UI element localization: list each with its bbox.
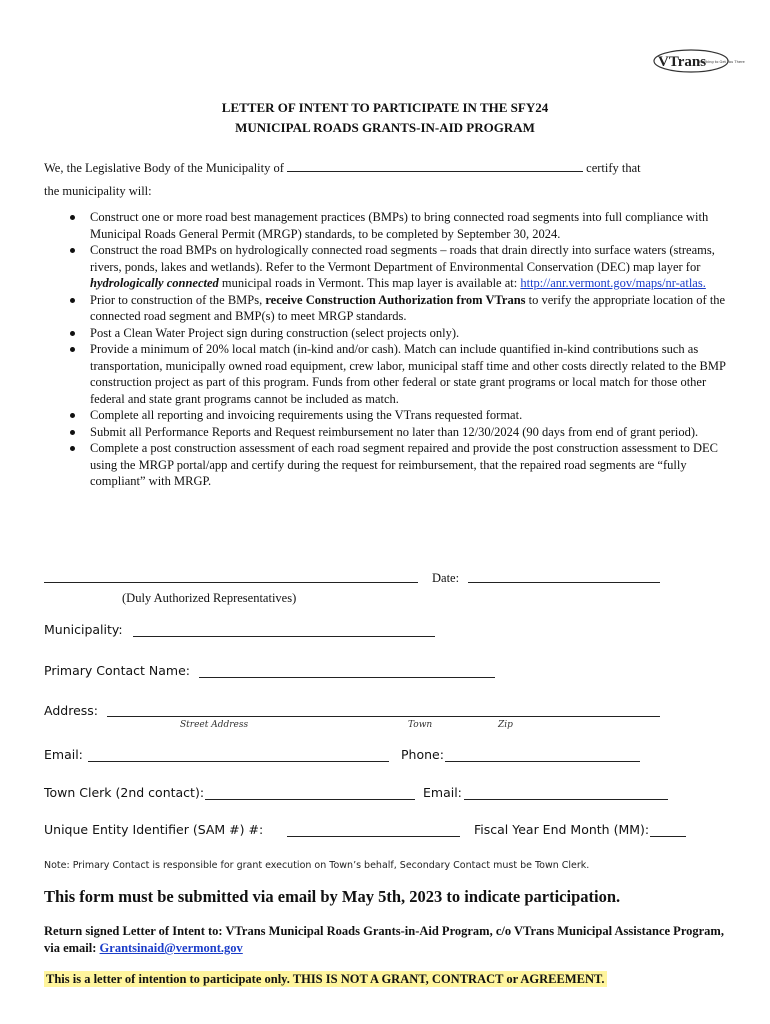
uei-label: Unique Entity Identifier (SAM #) #:	[44, 822, 264, 837]
town-clerk-field[interactable]	[205, 799, 415, 800]
uei-field[interactable]	[287, 836, 460, 837]
requirements-list	[64, 209, 730, 490]
municipality-label: Municipality:	[44, 622, 123, 637]
submit-heading: This form must be submitted via email by May 5th, 2023 to indicate participation.	[44, 887, 621, 906]
primary-contact-label: Primary Contact Name:	[44, 663, 190, 678]
list-item: Post a Clean Water Project sign during construction (select projects only).	[64, 325, 730, 342]
grants-email-link[interactable]: Grantsinaid@vermont.gov	[99, 941, 243, 955]
primary-contact-field[interactable]	[199, 677, 495, 678]
email-label: Email:	[44, 747, 83, 762]
list-item: Submit all Performance Reports and Request reimbursement no later than 12/30/2024 (90 days from end of grant period).	[64, 424, 730, 441]
clerk-email-label: Email:	[423, 785, 462, 800]
municipality-field[interactable]	[133, 636, 435, 637]
list-item: Complete a post construction assessment of each road segment repaired and provide the post construction assessment to DEC using the MRGP portal/app and certify during the request for reimbursement, that the repaired road segments are “fully compliant” with MRGP.	[64, 440, 730, 490]
address-label: Address:	[44, 703, 98, 718]
return-instructions: Return signed Letter of Intent to: VTrans Municipal Roads Grants-in-Aid Program, c/o VTrans Municipal Assistance Program, via email: Grantsinaid@vermont.gov	[44, 924, 724, 955]
logo-text: VTrans	[658, 54, 707, 70]
signature-line[interactable]	[44, 582, 418, 583]
list-item: Prior to construction of the BMPs, receive Construction Authorization from VTrans to verify the appropriate location of the connected road segment and BMP(s) to meet MRGP standards.	[64, 292, 730, 325]
email-field[interactable]	[88, 761, 389, 762]
town-caption: Town	[408, 720, 433, 730]
phone-label: Phone:	[401, 747, 444, 762]
logo-subtext: Working to Get You There	[699, 60, 745, 64]
phone-field[interactable]	[445, 761, 640, 762]
zip-caption: Zip	[498, 720, 513, 730]
date-label: Date:	[432, 571, 460, 585]
title-line-1: LETTER OF INTENT TO PARTICIPATE IN THE SFY24	[221, 100, 549, 115]
list-item: Complete all reporting and invoicing requirements using the VTrans requested format.	[64, 407, 730, 424]
list-item: Provide a minimum of 20% local match (in-kind and/or cash). Match can include quantified in-kind contributions such as transportation, municipally owned road equipment, crew labor, municipal staff time and other costs directly related to the BMP construction project as part of this program. Funds from other federal or state grant programs or local match for those other federal and state grant programs cannot be included as match.	[64, 341, 730, 407]
intro-line-2: the municipality will:	[44, 184, 152, 198]
disclaimer: This is a letter of intention to participate only. THIS IS NOT A GRANT, CONTRACT or AGREEMENT.	[46, 972, 605, 986]
intro-prefix: We, the Legislative Body of the Municipality of	[44, 161, 284, 175]
date-line[interactable]	[468, 582, 660, 583]
list-item: Construct one or more road best management practices (BMPs) to bring connected road segments into full compliance with Municipal Roads General Permit (MRGP) standards, to be completed by September 30, 2024.	[64, 209, 730, 242]
contact-note: Note: Primary Contact is responsible for grant execution on Town’s behalf, Secondary Contact must be Town Clerk.	[44, 860, 590, 871]
list-item: Construct the road BMPs on hydrologically connected road segments – roads that drain directly into surface waters (streams, rivers, ponds, lakes and wetlands). Refer to the Vermont Department of Environmental Conservation (DEC) map layer for hydrologically connected municipal roads in Vermont. This map layer is available at: http://anr.vermont.gov/maps/nr-atlas.	[64, 242, 730, 292]
address-field[interactable]	[107, 716, 660, 717]
intro-suffix: certify that	[586, 161, 641, 175]
vtrans-logo	[652, 48, 745, 74]
intro-line	[44, 159, 734, 177]
street-address-caption: Street Address	[180, 720, 249, 730]
clerk-email-field[interactable]	[464, 799, 668, 800]
title-line-2: MUNICIPAL ROADS GRANTS-IN-AID PROGRAM	[235, 120, 535, 135]
town-clerk-label: Town Clerk (2nd contact):	[44, 785, 205, 800]
fiscal-year-label: Fiscal Year End Month (MM):	[474, 822, 650, 837]
municipality-name-blank[interactable]	[287, 159, 583, 172]
nr-atlas-link[interactable]: http://anr.vermont.gov/maps/nr-atlas.	[520, 276, 706, 290]
signature-caption: (Duly Authorized Representatives)	[122, 591, 297, 605]
fiscal-year-field[interactable]	[650, 836, 686, 837]
